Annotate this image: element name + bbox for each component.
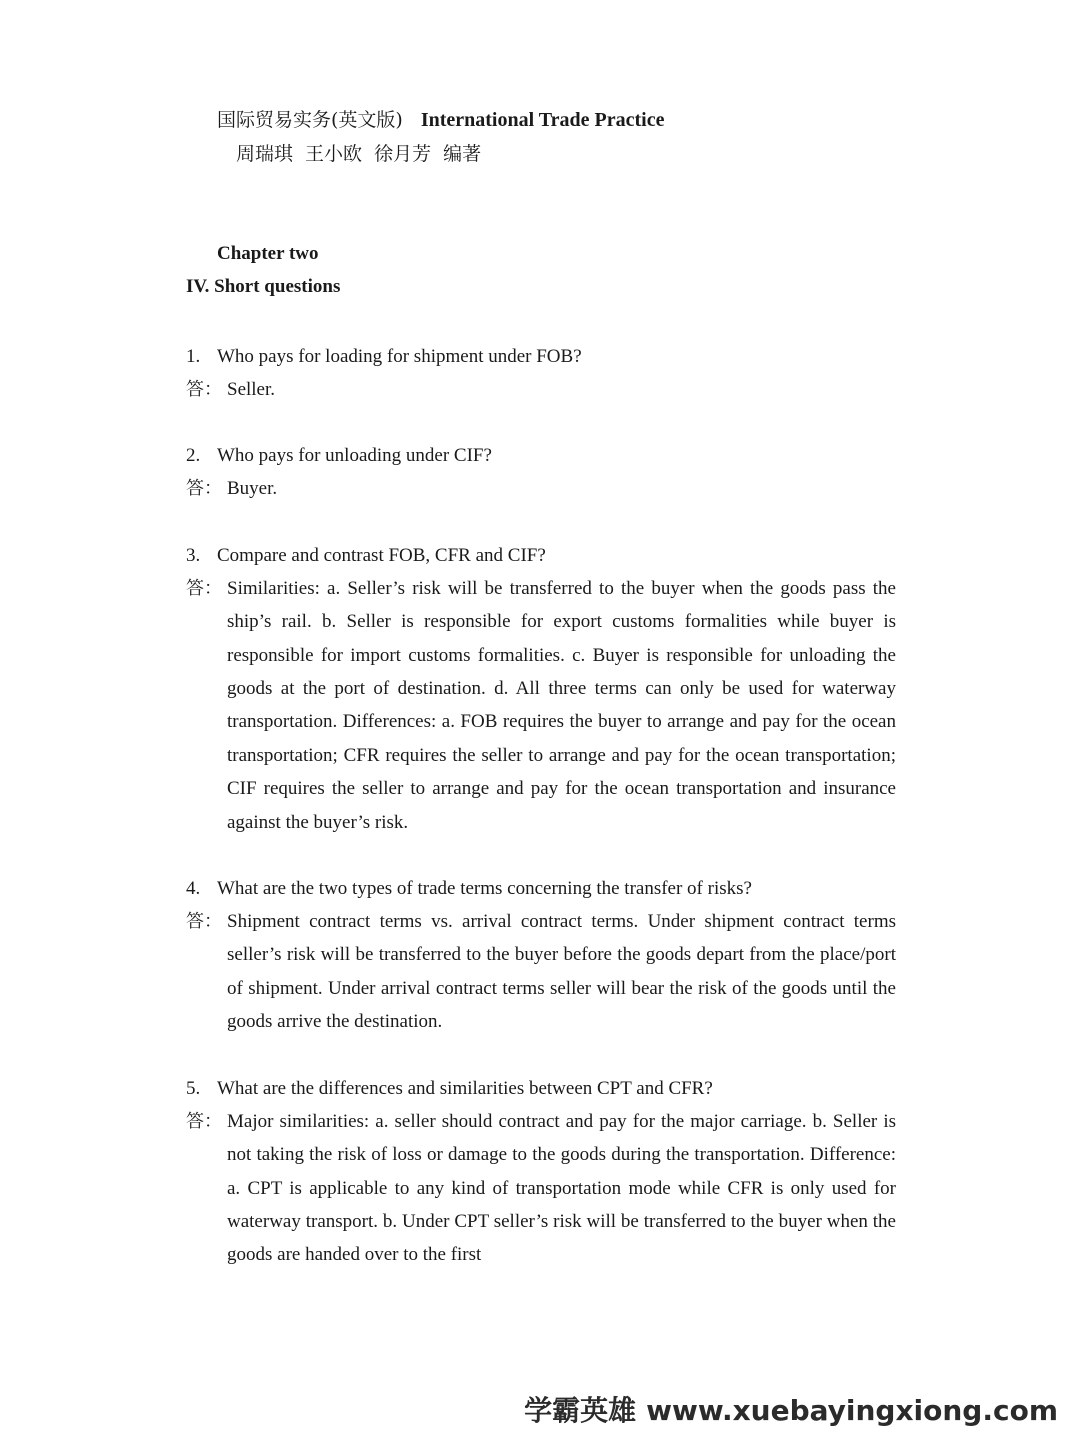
book-title-en: International Trade Practice [420, 109, 665, 131]
answer-marker: 答： [186, 379, 222, 400]
qa-item [186, 872, 896, 1039]
answer-marker: 答： [186, 478, 222, 500]
qa-item [186, 340, 896, 406]
question-text: What are the two types of trade terms concerning the transfer of risks? [217, 878, 752, 900]
answer-text: Similarities: a. Seller’s risk will be transferred to the buyer when the goods pass the ship’s rail. b. Seller is responsible for export customs formalities while buyer is responsible for import customs formalities. c. Buyer is responsible for unloading the goods at the port of destination. d. All three terms can only be used for waterway transportation. Differences: a. FOB requires the buyer to arrange and pay for the ocean transportation; CFR requires the seller to arrange and pay for the ocean transportation; CIF requires the seller to arrange and pay for the ocean transportation and insurance against the buyer’s risk. [227, 577, 896, 833]
site-watermark [524, 1391, 1058, 1431]
section-heading: IV. Short questions [186, 276, 341, 297]
answer-text: Major similarities: a. seller should contract and pay for the major carriage. b. Seller is not taking the risk of loss or damage to the goods during the transportation. Difference: a. CPT is applicable to any kind of transportation mode while CFR is only used for waterway transport. b. Under CPT seller’s risk will be transferred to the buyer when the goods are handed over to the first [227, 1110, 896, 1266]
qa-item [186, 1072, 896, 1272]
question-text: What are the differences and similarities between CPT and CFR? [217, 1077, 713, 1099]
answer-text: Shipment contract terms vs. arrival contract terms. Under shipment contract terms seller’s risk will be transferred to the buyer before the goods depart from the place/port of shipment. Under arrival contract terms seller will bear the risk of the goods until the goods arrive the destination. [227, 911, 896, 1033]
answer [186, 905, 896, 1039]
chapter-heading: Chapter two [217, 243, 319, 264]
question [186, 539, 896, 572]
question [186, 872, 896, 905]
question [186, 439, 896, 472]
question [186, 1072, 896, 1105]
answer [186, 1105, 896, 1272]
qa-item [186, 439, 896, 505]
question-number: 1. [186, 346, 201, 367]
answer [186, 572, 896, 839]
question-number: 5. [186, 1077, 201, 1099]
answer [186, 373, 896, 406]
question-text: Compare and contrast FOB, CFR and CIF? [217, 544, 546, 566]
qa-item [186, 539, 896, 839]
question-number: 2. [186, 445, 201, 467]
qa-list [186, 340, 896, 1305]
book-authors: 周瑞琪 王小欧 徐月芳 编著 [236, 143, 482, 165]
answer-text: Seller. [227, 379, 276, 400]
question-text: Who pays for unloading under CIF? [217, 445, 492, 467]
answer-marker: 答： [186, 577, 222, 599]
watermark-cn: 学霸英雄 [524, 1394, 637, 1427]
answer-marker: 答： [186, 911, 222, 933]
question-number: 3. [186, 544, 201, 566]
book-title [217, 106, 664, 134]
question [186, 340, 896, 373]
answer-marker: 答： [186, 1110, 222, 1132]
question-number: 4. [186, 878, 201, 900]
watermark-url: www.xuebayingxiong.com [646, 1394, 1058, 1427]
answer [186, 472, 896, 505]
question-text: Who pays for loading for shipment under FOB? [217, 346, 582, 367]
book-title-cn: 国际贸易实务(英文版) [217, 109, 403, 131]
answer-text: Buyer. [227, 478, 278, 500]
